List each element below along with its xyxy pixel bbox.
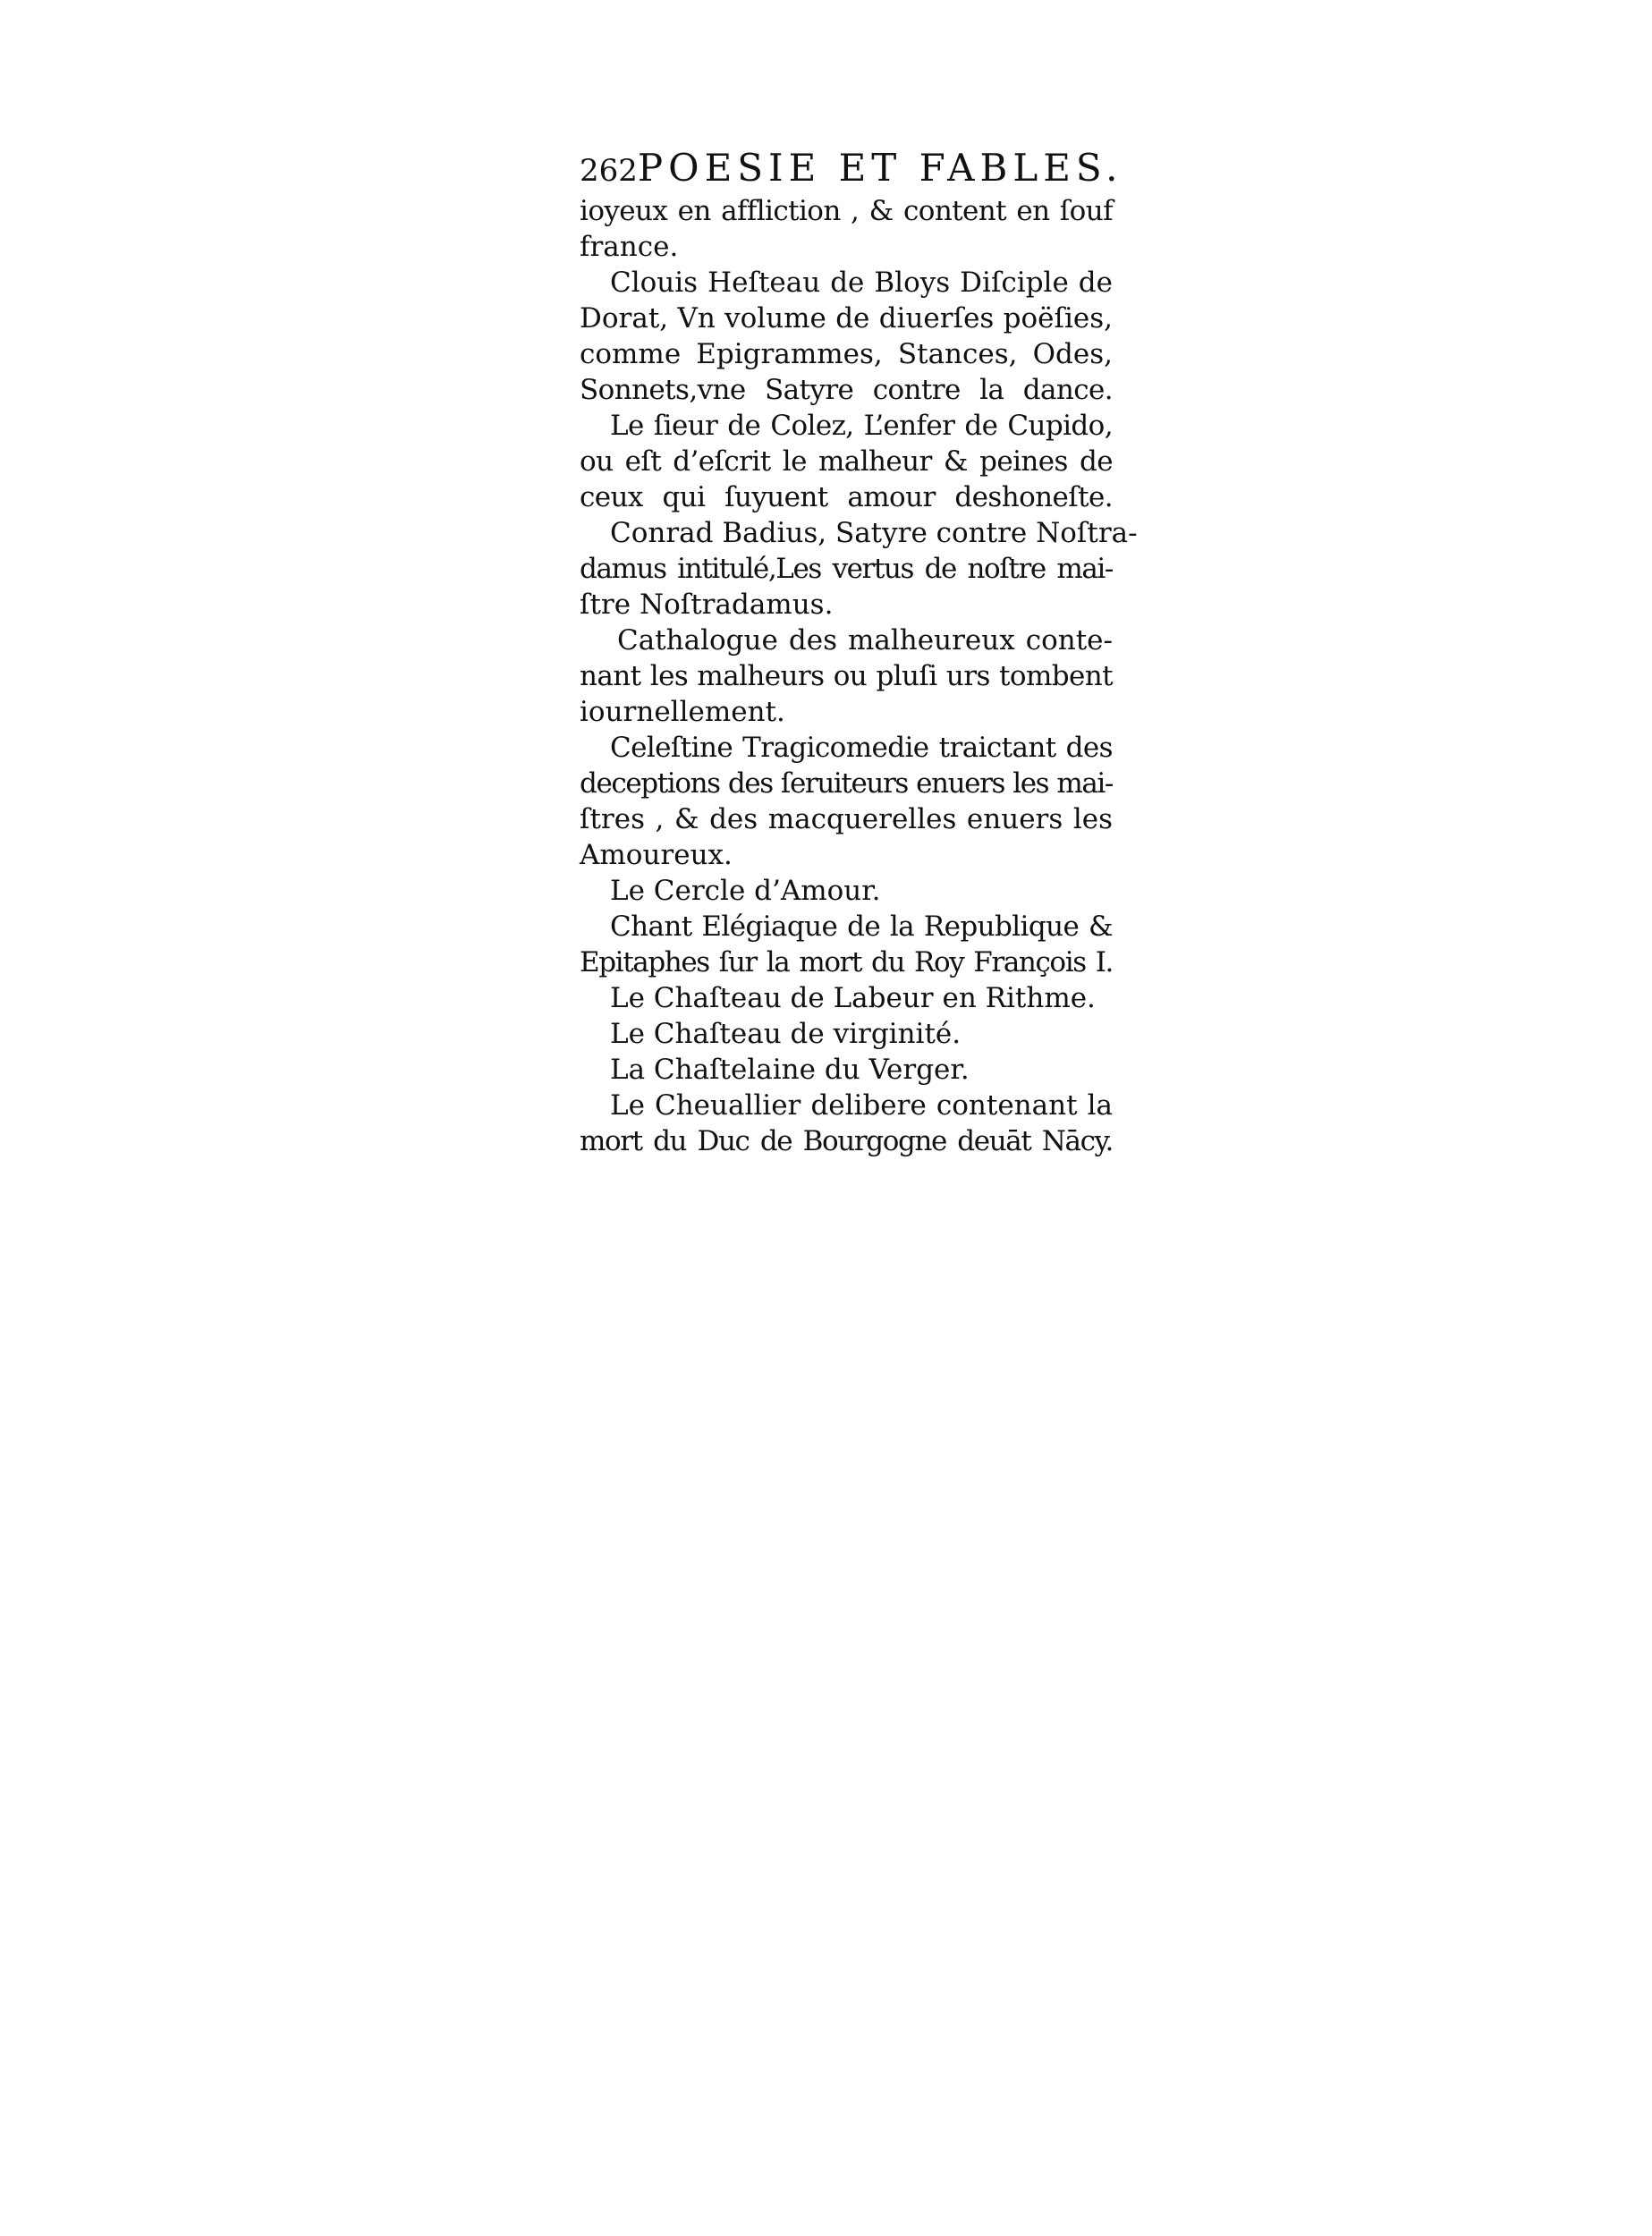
text-line: Clouis Heſteau de Bloys Diſciple de — [610, 267, 1113, 299]
text-line: Le Chaſteau de Labeur en Rithme. — [610, 982, 1096, 1014]
text-line: Chant Elégiaque de la Republique & — [610, 910, 1113, 943]
text-line: ſtre Noſtradamus. — [580, 589, 834, 621]
running-head — [580, 143, 1123, 193]
page-number: 262 — [580, 153, 638, 189]
text-line: iournellement. — [580, 696, 785, 728]
text-line: Amoureux. — [580, 839, 733, 871]
text-line: ou eſt d’eſcrit le malheur & peines de — [580, 445, 1113, 478]
text-column — [580, 143, 1138, 1159]
text-line: Le ſieur de Colez, L’enfer de Cupido, — [610, 410, 1113, 442]
text-line: damus intitulé,Les vertus de noſtre mai- — [580, 553, 1113, 585]
text-line: ſtres , & des macquerelles enuers les — [580, 803, 1113, 835]
text-line: Epitaphes ſur la mort du Roy François I. — [580, 946, 1113, 978]
text-line: Sonnets,vne Satyre contre la dance. — [580, 374, 1113, 406]
text-line: Cathalogue des malheureux conte- — [617, 624, 1113, 656]
text-line: comme Epigrammes, Stances, Odes, — [580, 338, 1113, 370]
text-line: Le Chaſteau de virginité. — [610, 1018, 962, 1050]
text-line: deceptions des ſeruiteurs enuers les mai- — [580, 767, 1113, 800]
text-line: Celeſtine Tragicomedie traictant des — [610, 732, 1113, 764]
text-line: Le Cercle d’Amour. — [610, 875, 881, 907]
text-line: Conrad Badius, Satyre contre Noſtra- — [610, 517, 1138, 549]
text-line: Le Cheuallier delibere contenant la — [610, 1089, 1113, 1122]
text-line: mort du Duc de Bourgogne deuāt Nācy. — [580, 1125, 1113, 1157]
text-line: ioyeux en affliction , & content en ſouf — [580, 195, 1113, 227]
text-line: france. — [580, 231, 679, 263]
text-line: ceux qui ſuyuent amour deshoneſte. — [580, 481, 1113, 513]
text-line: La Chaſtelaine du Verger. — [610, 1054, 970, 1086]
text-line: Dorat, Vn volume de diuerſes poëſies, — [580, 302, 1113, 335]
running-title: POESIE ET FABLES. — [637, 146, 1123, 190]
text-line: nant les malheurs ou pluſi urs tombent — [580, 660, 1113, 692]
